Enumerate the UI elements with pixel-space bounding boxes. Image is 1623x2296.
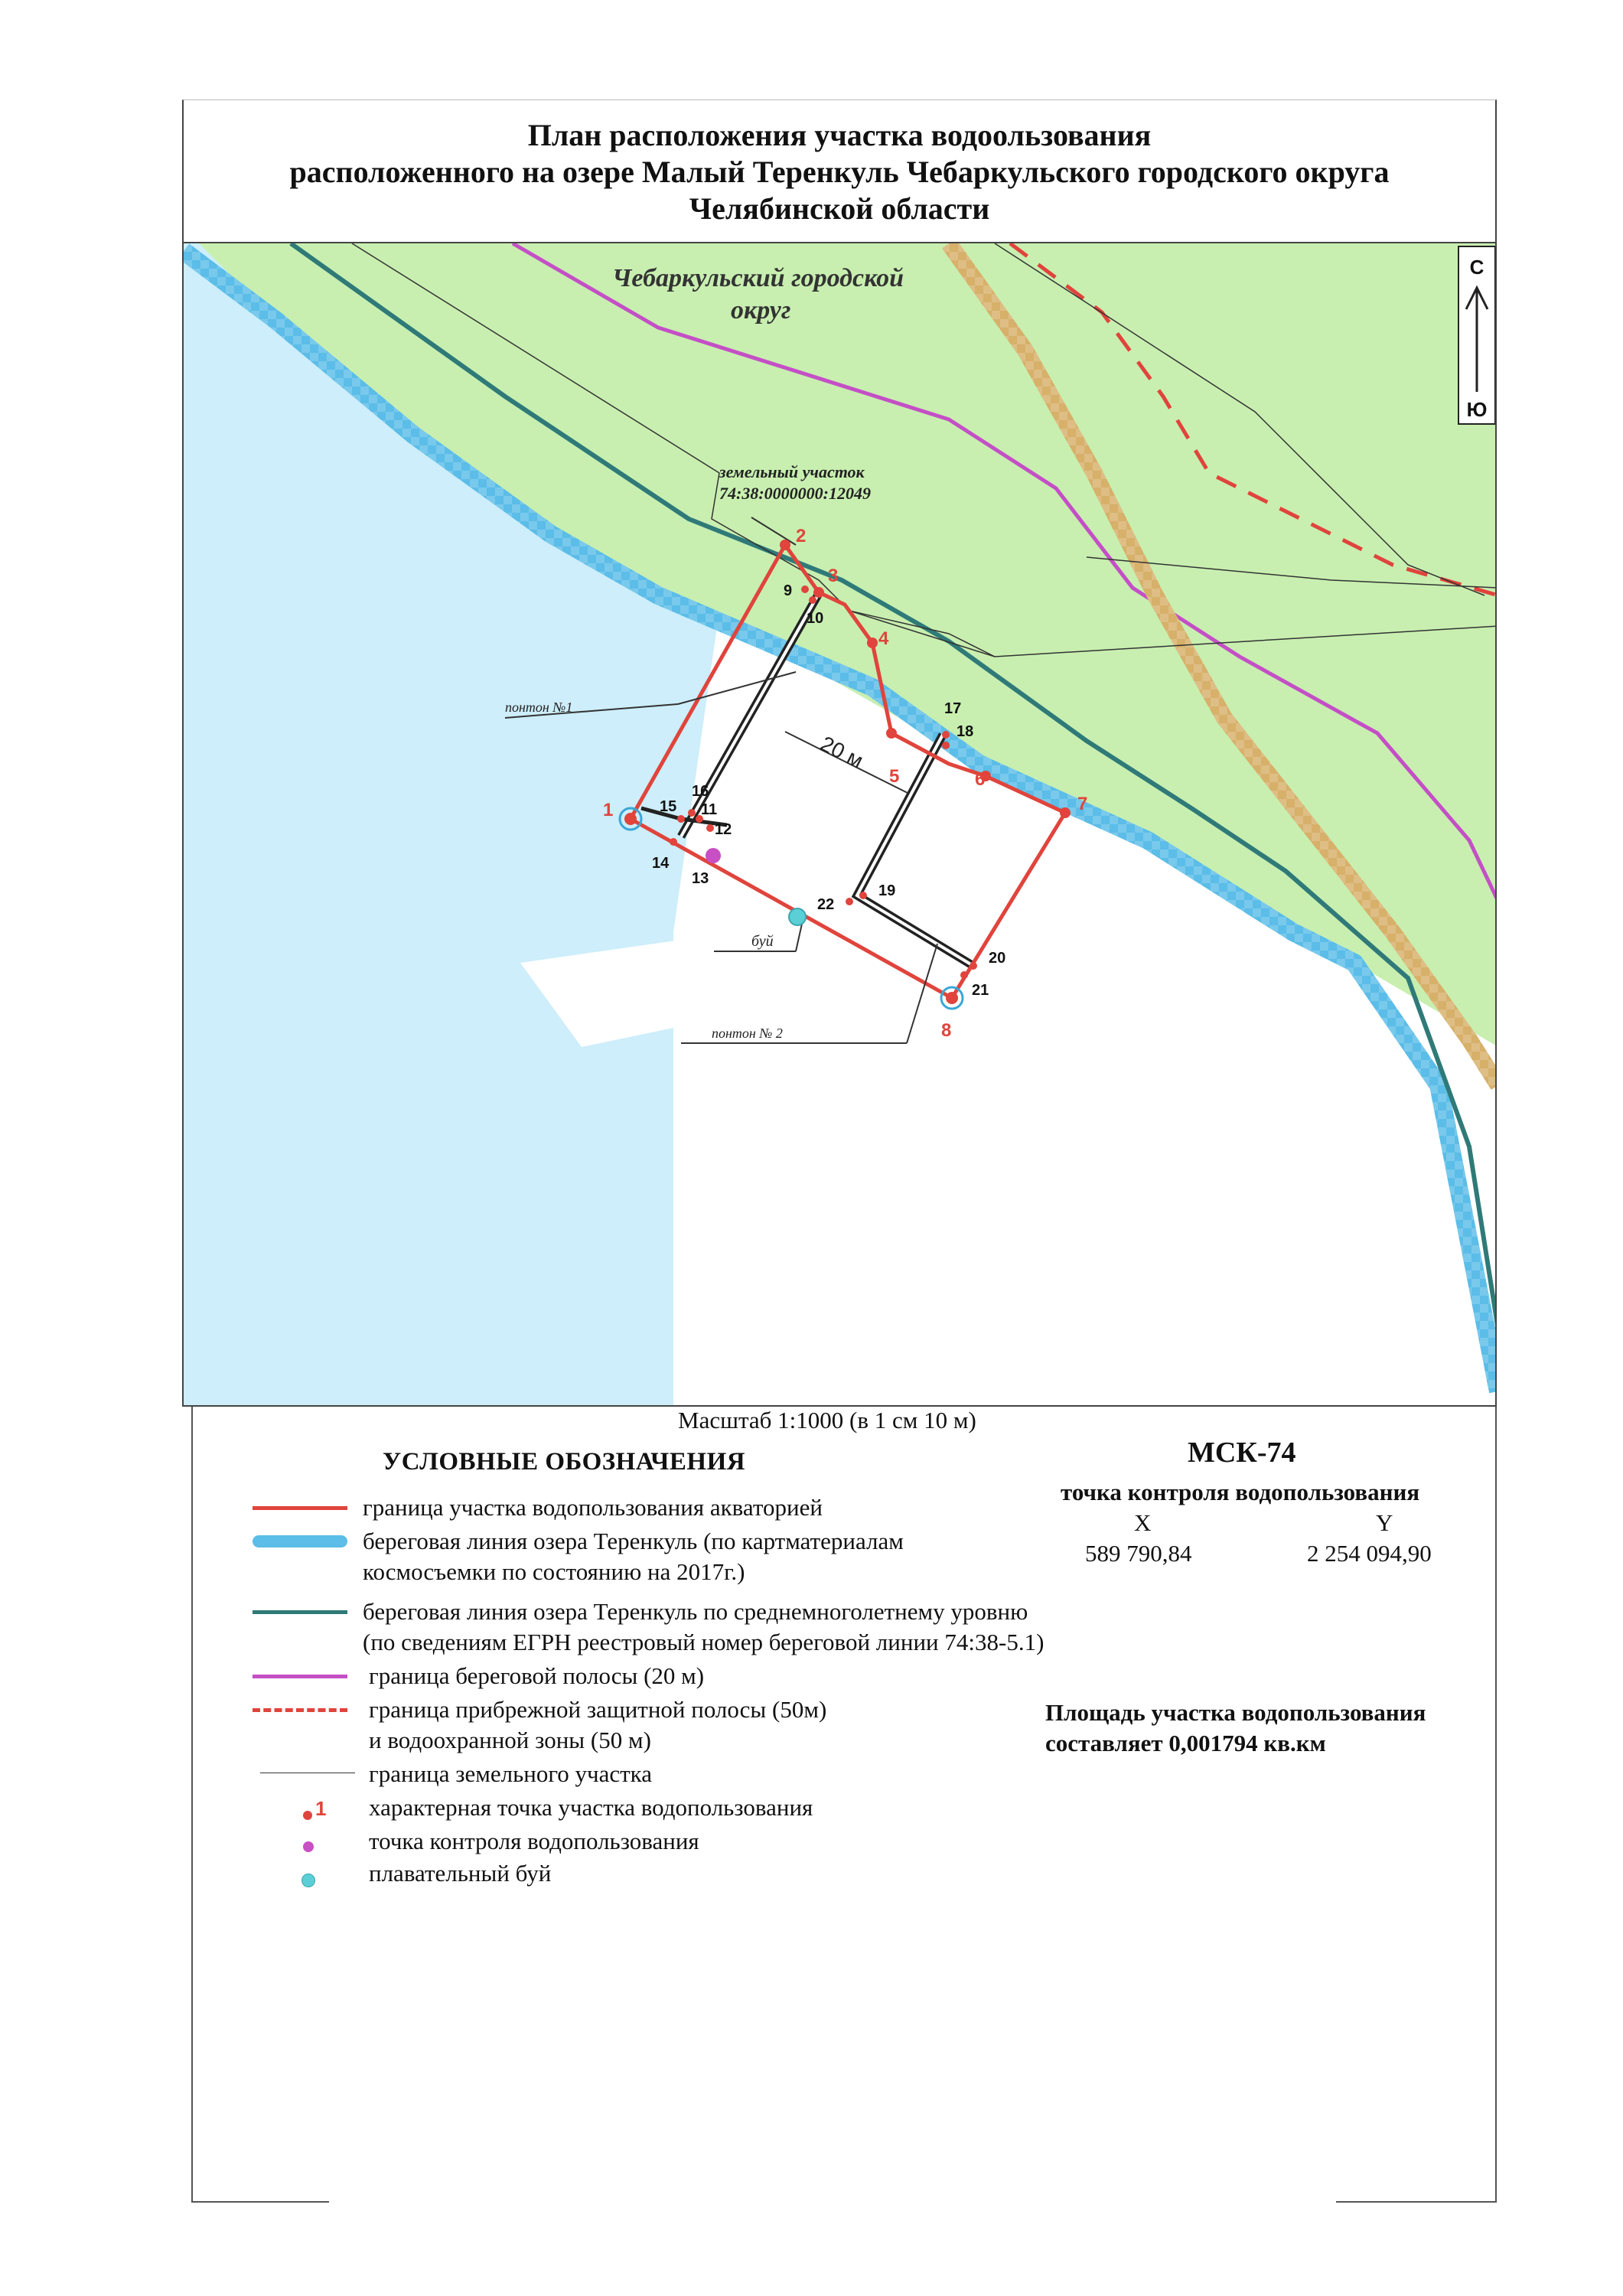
legend-symbol-boundary: [253, 1506, 347, 1510]
legend-text-control-point: точка контроля водопользования: [369, 1828, 699, 1854]
lower-frame-right: [1495, 1407, 1497, 2203]
point-7: [1060, 807, 1071, 818]
label-point-22: 22: [817, 896, 835, 913]
pontoon-2-label: понтон № 2: [712, 1026, 783, 1041]
title-box: [182, 99, 1497, 242]
legend-symbol-char-point: [303, 1811, 312, 1820]
legend-symbol-control-point: [303, 1841, 314, 1852]
parcel-label-1: земельный участок: [719, 462, 865, 481]
point-14: [670, 838, 677, 846]
label-point-20: 20: [989, 950, 1006, 967]
scale-text: Масштаб 1:1000 (в 1 см 10 м): [678, 1407, 976, 1433]
legend-text-shore-2017: береговая линия озера Теренкуль (по картматериалам: [363, 1528, 904, 1554]
point-15: [677, 815, 685, 823]
label-point-12: 12: [715, 821, 732, 838]
parcel-label-2: 74:38:0000000:12049: [719, 484, 871, 503]
label-point-16: 16: [692, 783, 709, 800]
north-arrow: [1458, 246, 1495, 424]
legend-symbol-shore-egrn: [253, 1610, 347, 1614]
label-point-19: 19: [878, 882, 896, 899]
control-point-title: точка контроля водопользования: [1061, 1479, 1420, 1505]
lower-frame-left: [191, 1407, 193, 2203]
point-20: [970, 962, 977, 970]
buoy-marker: [789, 908, 806, 925]
legend-text-char-point: характерная точка участка водопользования: [369, 1794, 813, 1821]
map-canvas: [184, 243, 1497, 1407]
point-19: [859, 892, 867, 899]
label-point-2: 2: [796, 526, 807, 546]
title-line-1: План расположения участка водоользования: [527, 118, 1152, 152]
label-point-4: 4: [878, 628, 889, 649]
legend-text-protect-zone-2: и водоохранной зоны (50 м): [369, 1727, 651, 1753]
legend-symbol-buoy: [301, 1874, 315, 1887]
point-1: [624, 813, 637, 825]
x-value: 589 790,84: [1085, 1540, 1192, 1567]
legend-text-boundary: граница участка водопользования акваторией: [363, 1494, 823, 1521]
point-21: [960, 971, 968, 979]
map-frame: [182, 242, 1497, 1407]
district-label-2: округ: [731, 296, 791, 325]
point-4: [867, 638, 878, 648]
label-point-3: 3: [828, 566, 839, 586]
label-point-14: 14: [652, 855, 670, 872]
legend-text-shore-egrn-2: (по сведениям ЕГРН реестровый номер береговой линии 74:38-5.1): [363, 1629, 1045, 1655]
legend-text-buoy: плавательный буй: [369, 1860, 552, 1887]
district-label-1: Чебаркульский городской: [612, 264, 904, 292]
label-point-17: 17: [944, 700, 962, 717]
label-point-9: 9: [784, 582, 793, 599]
legend-symbol-char-point-num: 1: [315, 1797, 327, 1820]
point-12: [706, 824, 714, 832]
pontoon-1-label: понтон №1: [505, 700, 573, 715]
lower-frame-bottom-right: [1336, 2201, 1497, 2203]
legend-text-protect-zone: граница прибрежной защитной полосы (50м): [369, 1696, 827, 1723]
north-label: С: [1469, 256, 1484, 279]
coordinate-system: МСК-74: [1188, 1437, 1296, 1469]
label-point-13: 13: [692, 870, 709, 887]
buoy-label: буй: [751, 933, 774, 950]
label-point-1: 1: [603, 800, 614, 820]
label-point-15: 15: [660, 798, 677, 815]
legend-title: УСЛОВНЫЕ ОБОЗНАЧЕНИЯ: [383, 1448, 746, 1476]
label-point-6: 6: [975, 769, 986, 790]
point-2: [780, 540, 790, 550]
label-point-5: 5: [889, 766, 900, 787]
point-16: [688, 809, 696, 817]
label-point-11: 11: [701, 801, 718, 818]
distance-label: 20 м: [816, 731, 868, 773]
label-point-18: 18: [957, 723, 974, 740]
legend-text-shore-egrn: береговая линия озера Теренкуль по среднемноголетнему уровню: [363, 1598, 1028, 1625]
point-17: [942, 731, 950, 739]
south-label: Ю: [1466, 398, 1488, 421]
title-line-3: Челябинской области: [689, 191, 990, 226]
point-8: [946, 992, 958, 1004]
legend-symbol-protect-zone: [253, 1708, 347, 1712]
legend-symbol-shore-2017: [253, 1535, 347, 1548]
label-point-10: 10: [807, 610, 824, 627]
label-point-8: 8: [941, 1020, 952, 1041]
y-label: Y: [1376, 1509, 1393, 1536]
legend-text-beach-strip: граница береговой полосы (20 м): [369, 1662, 705, 1689]
area-line-2: составляет 0,001794 кв.км: [1045, 1730, 1326, 1756]
x-label: X: [1134, 1509, 1152, 1536]
point-3: [813, 587, 824, 598]
point-5: [886, 728, 897, 739]
label-point-21: 21: [972, 982, 989, 999]
area-line-1: Площадь участка водопользования: [1045, 1699, 1426, 1726]
title-line-2: расположенного на озере Малый Теренкуль Чебаркульского городского округа: [289, 155, 1390, 189]
legend-text-shore-2017-2: космосъемки по состоянию на 2017г.): [363, 1558, 745, 1585]
point-9: [801, 585, 809, 593]
lower-frame-bottom-left: [191, 2201, 329, 2203]
y-value: 2 254 094,90: [1307, 1540, 1432, 1567]
legend-text-parcel: граница земельного участка: [369, 1760, 653, 1787]
control-point-13: [706, 848, 721, 863]
point-22: [846, 898, 853, 905]
legend-symbol-beach-strip: [253, 1675, 347, 1678]
label-point-7: 7: [1077, 794, 1088, 814]
point-10: [809, 596, 816, 604]
point-18: [942, 742, 950, 749]
